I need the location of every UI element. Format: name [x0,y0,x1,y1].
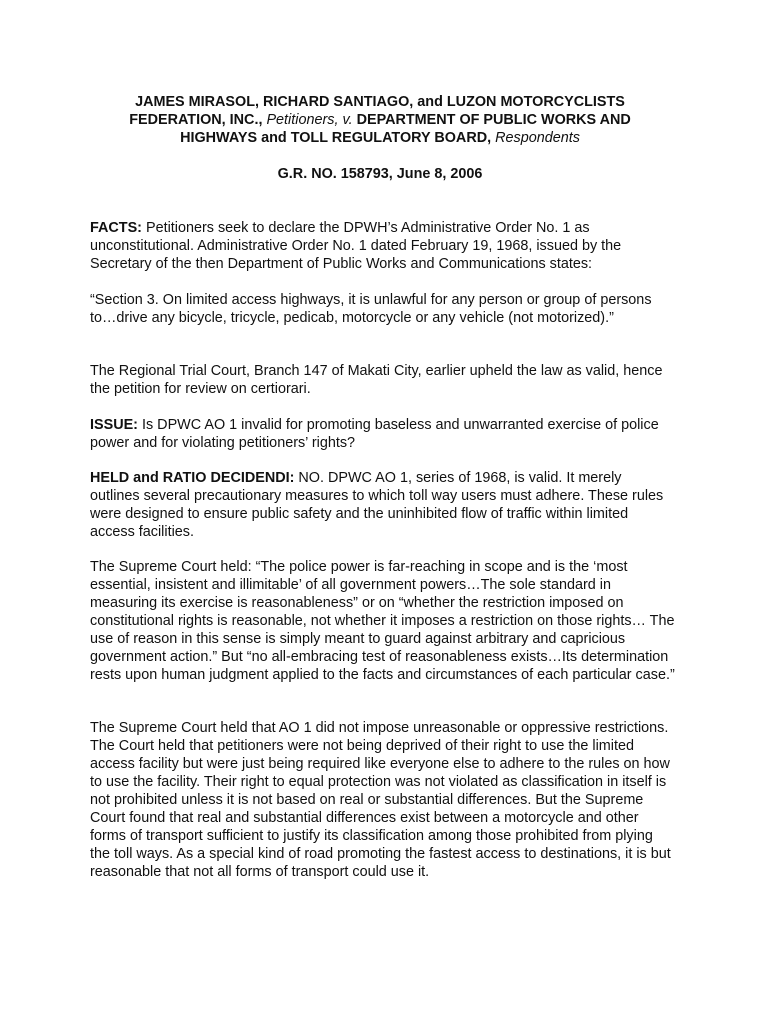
case-caption [90,93,670,147]
held-text: NO. DPWC AO 1, series of 1968, is valid. It merely outlines several precautionary measures to which toll way users must adhere. These rules were designed to ensure public safety and the uninhibited flow of traffic within limited access facilities. [90,470,664,540]
issue-paragraph [90,416,675,452]
issue-text: Is DPWC AO 1 invalid for promoting baseless and unwarranted exercise of police power and for violating petitioners’ rights? [90,417,659,451]
case-number: G.R. NO. 158793, June 8, 2006 [277,166,483,182]
caption-respondent-parties: DEPARTMENT OF PUBLIC WORKS AND HIGHWAYS and TOLL REGULATORY BOARD, [180,112,631,146]
supreme-court-held-paragraph-2 [90,719,675,881]
section3-quote [90,291,675,327]
section3-text: “Section 3. On limited access highways, it is unlawful for any person or group of persons to…drive any bicycle, tricycle, pedicab, motorcycle or any vehicle (not motorized).” [90,292,652,326]
sc-held-2-text: The Supreme Court held that AO 1 did not impose unreasonable or oppressive restrictions. The Court held that petitioners were not being deprived of their right to use the limited access facility but were just being required like everyone else to adhere to the rules on how to use the facility. Their right to equal protection was not violated as classification in itself is not prohibited unless it is not based on real or substantial differences. But the Supreme Court found that real and substantial differences exist between a motorcycle and other forms of transport sufficient to justify its classification among those prohibited from plying the toll ways. As a special kind of road promoting the fastest access to destinations, it is but reasonable that not all forms of transport could use it. [90,720,671,880]
sc-held-1-text: The Supreme Court held: “The police power is far-reaching in scope and is the ‘most essential, insistent and illimitable’ of all government powers…The sole standard in measuring its exercise is reasonableness” or on “whether the restriction imposed on constitutional rights is reasonable, not whether it imposes a restriction on those rights… The use of reason in this sense is simply meant to guard against arbitrary and capricious government action.” But “no all-embracing test of reasonableness exists…Its determination rests upon human judgment applied to the facts and circumstances of each particular case.” [90,559,675,683]
caption-petitioners: Petitioners, v. [266,112,353,128]
rtc-paragraph [90,362,675,398]
held-label: HELD and RATIO DECIDENDI: [90,470,295,486]
caption-respondents: Respondents [495,130,580,146]
caption-parties: JAMES MIRASOL, RICHARD SANTIAGO, and LUZON MOTORCYCLISTS FEDERATION, INC., [129,94,625,128]
facts-label: FACTS: [90,220,142,236]
supreme-court-held-paragraph-1 [90,558,675,684]
held-paragraph [90,469,675,541]
rtc-text: The Regional Trial Court, Branch 147 of Makati City, earlier upheld the law as valid, hence the petition for review on certiorari. [90,363,663,397]
issue-label: ISSUE: [90,417,138,433]
facts-paragraph [90,219,675,273]
facts-text: Petitioners seek to declare the DPWH’s Administrative Order No. 1 as unconstitutional. Administrative Order No. 1 dated February 19, 1968, issued by the Secretary of the then Department of Public Works and Communications states: [90,220,622,272]
